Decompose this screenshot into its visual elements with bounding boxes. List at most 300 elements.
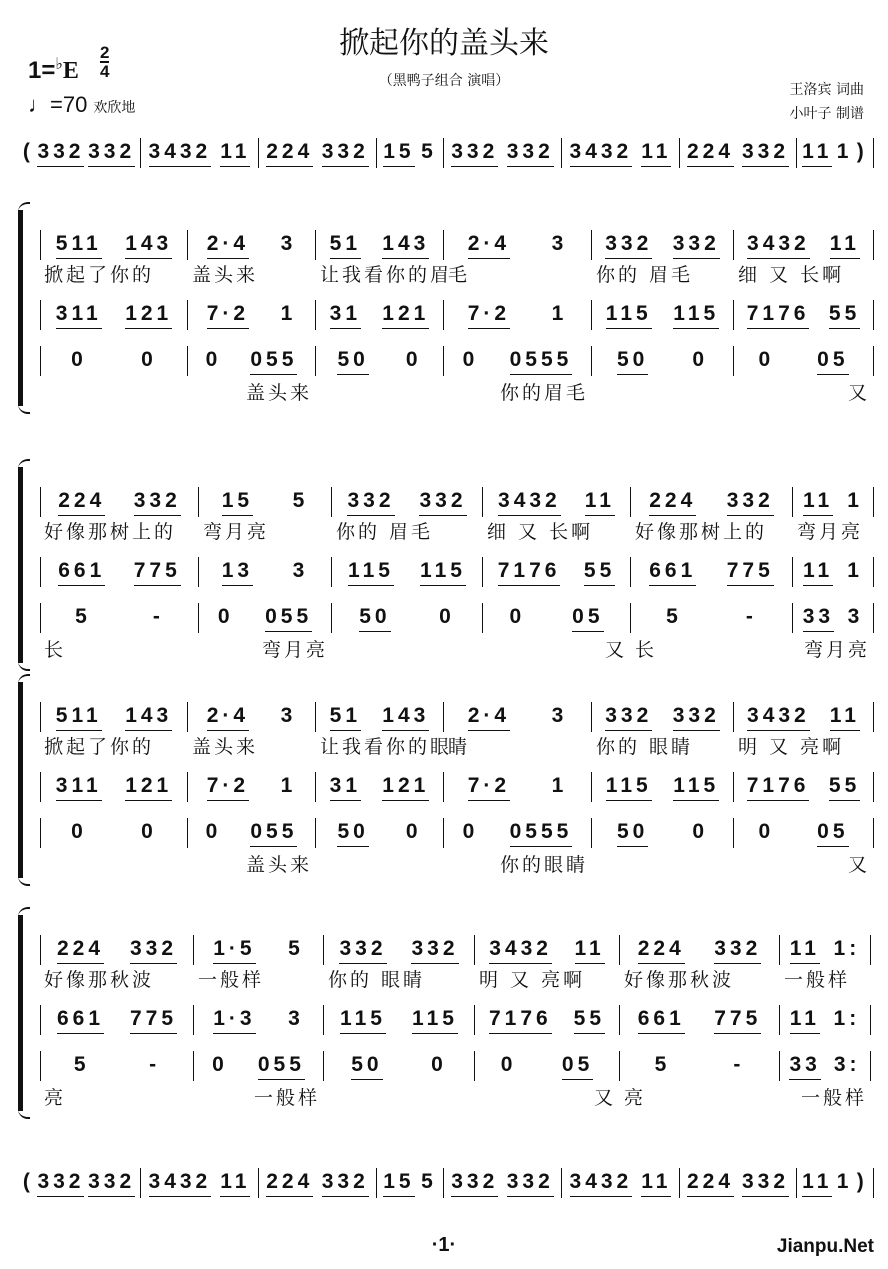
note-group: 224 [638,937,685,964]
time-signature [100,44,109,80]
key-note: E [62,58,79,84]
note-group: 661 [638,1007,685,1034]
tempo-value: =70 [50,92,88,117]
measure [199,487,332,517]
measure [188,702,316,732]
note-group: 115 [412,1007,458,1034]
measure [316,230,444,260]
measure [324,1005,475,1035]
note-group: 11 [803,559,833,586]
note-group: 224 [687,140,734,167]
arranger: 小叶子 制谱 [789,106,864,122]
note-group: 0 [141,348,157,371]
note-group: 332 [322,140,369,167]
measure [592,772,734,802]
note-group: 332 [451,140,498,167]
lyric-segment: 亮 [624,1086,647,1109]
quarter-note-icon: ♩ [28,92,50,117]
note-group: 143 [382,704,429,731]
measure [316,818,444,848]
note-group: 224 [649,489,696,516]
note-group: 7·2 [468,774,510,801]
note-group: - [745,605,757,628]
measure [444,138,562,168]
note-group: 121 [382,774,429,801]
lyric-segment: 一般样 [253,1086,320,1109]
measure [793,603,874,633]
lyric-segment: 毛 [448,263,471,286]
note-group: 11 [220,1170,250,1197]
notes-line [40,300,874,330]
note-group: 115 [420,559,466,586]
system-bracket [18,915,23,1111]
note-group: 332 [37,140,84,167]
note-group: 15 [383,1170,414,1197]
lyric-segment: 又 [604,638,627,661]
lyric-segment: 一般样 [800,1086,867,1109]
note-group: 1·5 [213,937,255,964]
measure [483,487,631,517]
measure [40,818,188,848]
notes-line [40,603,874,633]
note-group: 11 [830,232,860,259]
lyric-segment: 明 又 亮啊 [479,968,586,991]
note-group: 3 [280,704,297,727]
note-group: 1·3 [213,1007,255,1034]
note-group: 0 [217,605,234,628]
note-group: 0 [692,348,708,371]
note-group: 311 [56,302,102,329]
note-group: 332 [673,704,720,731]
note-group: 7·2 [468,302,510,329]
lyric-segment: 盖头来 [245,381,312,404]
lyric-segment [324,1083,475,1109]
note-group: 224 [266,1170,313,1197]
note-group: 11 [802,1170,832,1197]
note-group: 33 [789,1053,820,1080]
note-group: 0 [431,1053,447,1076]
note-group: 5 [75,605,91,628]
lyric-segment: 你的眼睛 [499,853,588,876]
note-group: 5 [73,1053,90,1076]
note-group: 121 [125,774,172,801]
lyric-segment: 好像那秋波 [624,968,735,991]
note-group: 332 [134,489,181,516]
note-group: 0 [462,820,479,843]
key-signature [28,54,79,85]
note-group: 332 [88,1170,135,1197]
measure [734,230,874,260]
measure [377,1168,444,1198]
note-group: 11 [641,140,671,167]
lyric-segment [592,378,734,404]
note-group: 332 [742,140,789,167]
lyric-segment: 你的眉毛 [499,381,588,404]
measure [316,772,444,802]
lyric-segment: 一般样 [198,968,265,991]
note-group: 5 [666,605,682,628]
measure [592,702,734,732]
lyric-segment: 掀起了你的 [44,263,155,286]
measure [199,557,332,587]
lyric-segment: 让我看你的眼 [320,735,453,758]
measure [188,346,316,376]
note-group: 3432 [570,140,633,167]
measure [316,346,444,376]
measure [194,935,324,965]
note-group: 1 [847,559,863,582]
note-group: 115 [606,302,652,329]
measure [620,1051,780,1081]
measure [562,1168,680,1198]
notes-line [40,557,874,587]
lyric-segment [592,850,734,876]
note-group: 3432 [747,232,810,259]
note-group: 5 [654,1053,671,1076]
note-group: 332 [347,489,394,516]
note-group: 31 [330,302,361,329]
note-group: 3 [847,605,864,628]
note-group: 332 [727,489,774,516]
note-group: 50 [617,348,648,375]
lyrics-line [40,635,874,661]
credits [790,78,864,126]
note-group: 11 [830,704,860,731]
measure [18,1168,141,1198]
system-bracket [18,467,23,663]
note-group: 115 [348,559,394,586]
note-group: 0555 [510,820,573,847]
lyrics-line [40,260,874,286]
tempo-marking [28,92,135,118]
measure [40,772,188,802]
notes-line [40,772,874,802]
measure [444,346,592,376]
lyric-segment: 掀起了你的 [44,735,155,758]
note-group: 332 [605,232,652,259]
note-group: 332 [411,937,458,964]
notes-line [40,702,874,732]
measure [631,487,793,517]
note-group: 775 [714,1007,761,1034]
lyric-segment: 弯月亮 [203,520,270,543]
lyric-segment: 你的 眉毛 [336,520,434,543]
lyric-segment: 你的 眼睛 [596,735,694,758]
note-group: 1 [847,489,863,512]
note-group: 2·4 [468,704,510,731]
note-group: 1 [836,140,853,163]
lyric-segment: 又 [593,1086,616,1109]
lyric-segment: 让我看你的眉 [320,263,453,286]
measure [40,557,199,587]
parenthesis: ( [22,1170,34,1193]
note-group: 1 [280,774,297,797]
note-group: 115 [673,302,719,329]
note-group: 0 [500,1053,517,1076]
lyrics-line [40,378,874,404]
measure [141,1168,259,1198]
measure [332,603,483,633]
note-group: 661 [649,559,696,586]
lyric-segment: 又 [847,853,870,876]
measure [324,935,475,965]
note-group: 50 [337,820,368,847]
note-group: 115 [340,1007,386,1034]
note-group: 332 [37,1170,84,1197]
note-group: 5 [421,1170,437,1193]
measure [483,603,631,633]
note-group: 121 [382,302,429,329]
note-group: 7176 [747,302,810,329]
note-group: 055 [258,1053,305,1080]
note-group: 224 [266,140,313,167]
lyric-segment: 弯月亮 [797,520,864,543]
note-group: 0555 [510,348,573,375]
flat-icon: ♭ [55,56,63,73]
note-group: 11 [585,489,615,516]
measure [40,346,188,376]
note-group: 33 [803,605,834,632]
note-group: 055 [250,820,297,847]
notes-line [40,935,871,965]
lyric-segment: 你的 眼睛 [328,968,426,991]
measure [734,702,874,732]
measure [475,935,620,965]
measure [734,818,874,848]
note-group: 115 [673,774,719,801]
note-group: 2·4 [207,232,249,259]
lyrics-line [40,850,874,876]
measure [188,772,316,802]
note-group: 5 [288,937,304,960]
measure [620,935,780,965]
note-group: 0 [205,348,222,371]
measure [734,346,874,376]
measure [332,487,483,517]
measure [475,1051,620,1081]
measure [188,230,316,260]
lyric-segment: 好像那秋波 [44,968,155,991]
measure [680,1168,797,1198]
note-group: 1 [551,774,568,797]
note-group: 11 [641,1170,671,1197]
measure [562,138,680,168]
lyric-segment: 长 [44,638,67,661]
note-group: 5 [421,140,437,163]
notes-line [40,346,874,376]
note-group: 50 [337,348,368,375]
measure [377,138,444,168]
note-group: 224 [58,489,105,516]
note-group: - [152,605,164,628]
note-group: 11 [220,140,250,167]
lyric-segment [40,850,188,876]
note-group: 332 [339,937,386,964]
note-group: 3: [833,1053,861,1076]
lyric-segment: 细 又 长啊 [738,263,845,286]
note-group: 50 [351,1053,382,1080]
note-group: 0 [405,820,422,843]
measure [592,818,734,848]
note-group: 332 [673,232,720,259]
lyric-segment: 好像那树上的 [635,520,768,543]
note-group: 1: [833,1007,861,1030]
note-group: 5 [292,489,309,512]
measure [40,1005,194,1035]
note-group: 332 [322,1170,369,1197]
note-group: - [149,1053,161,1076]
system-bracket [18,210,23,406]
note-group: 0 [212,1053,228,1076]
note-group: 511 [56,232,102,259]
measure [40,487,199,517]
lyricist-composer: 王洛宾 词曲 [789,82,864,98]
lyric-segment: 睛 [448,735,471,758]
note-group: 50 [359,605,390,632]
note-group: 3432 [570,1170,633,1197]
note-group: 55 [829,774,860,801]
system-bracket [18,682,23,878]
measure [734,772,874,802]
note-group: 115 [606,774,652,801]
lyric-segment [332,635,483,661]
measure [141,138,259,168]
lyric-segment [316,378,444,404]
note-group: 3 [288,1007,304,1030]
measure [40,1051,194,1081]
note-group: 0 [692,820,708,843]
note-group: 11 [790,1007,820,1034]
note-group: 50 [617,820,648,847]
note-group: 332 [419,489,466,516]
measure [316,702,444,732]
note-group: 13 [222,559,253,586]
measure [188,300,316,330]
measure [483,557,631,587]
lyrics-line [40,732,874,758]
lyric-segment: 盖头来 [192,263,259,286]
time-top: 2 [100,43,110,62]
note-group: 55 [584,559,615,586]
note-group: 1 [551,302,568,325]
measure [592,346,734,376]
measure [780,935,871,965]
measure [631,557,793,587]
note-group: 05 [817,820,848,847]
watermark: Jianpu.Net [776,1236,874,1257]
note-group: 121 [125,302,172,329]
measure [259,138,377,168]
measure [194,1005,324,1035]
measure [40,230,188,260]
parenthesis: ( [22,140,34,163]
note-group: 3 [551,704,568,727]
measure [793,557,874,587]
note-group: 51 [330,232,361,259]
note-group: 775 [727,559,774,586]
measure [188,818,316,848]
measure [680,138,797,168]
note-group: 3432 [489,937,552,964]
note-group: 7·2 [207,774,249,801]
measure [444,1168,562,1198]
note-group: 2·4 [468,232,510,259]
measure [40,603,199,633]
measure [40,300,188,330]
note-group: 05 [817,348,848,375]
notes-line [40,230,874,260]
measure [332,557,483,587]
measure [444,772,592,802]
lyric-segment: 又 [847,381,870,404]
note-group: 661 [57,1007,104,1034]
lyric-segment: 明 又 亮啊 [738,735,845,758]
note-group: 3 [551,232,568,255]
note-group: 224 [57,937,104,964]
note-group: 51 [330,704,361,731]
lyric-segment: 好像那树上的 [44,520,177,543]
note-group: 3 [292,559,309,582]
lyric-segment: 亮 [44,1086,67,1109]
note-group: 775 [134,559,181,586]
note-group: 332 [605,704,652,731]
measure [592,300,734,330]
note-group: 1 [280,302,297,325]
note-group: 0 [758,820,775,843]
note-group: 143 [382,232,429,259]
parenthesis: ) [856,140,868,163]
note-group: 055 [250,348,297,375]
lyrics-line [40,965,871,991]
measure [592,230,734,260]
lyric-segment: 细 又 长啊 [487,520,594,543]
measure [793,487,874,517]
measure [444,702,592,732]
measure [797,1168,874,1198]
lyric-segment: 弯月亮 [803,638,870,661]
measure [199,603,332,633]
measure [631,603,793,633]
note-group: 05 [562,1053,593,1080]
measure [40,935,194,965]
notes-line [18,1168,874,1198]
measure [18,138,141,168]
note-group: 7176 [498,559,561,586]
note-group: 31 [330,774,361,801]
measure [324,1051,475,1081]
measure [780,1005,871,1035]
note-group: 7176 [489,1007,552,1034]
measure [259,1168,377,1198]
note-group: 332 [130,937,177,964]
lyrics-line [40,517,874,543]
key-label: 1= [28,57,56,84]
lyric-segment [40,378,188,404]
note-group: 11 [575,937,605,964]
note-group: 0 [141,820,157,843]
parenthesis: ) [856,1170,868,1193]
note-group: 332 [507,1170,554,1197]
measure [316,300,444,330]
note-group: 332 [714,937,761,964]
notes-line [18,138,874,168]
note-group: 332 [451,1170,498,1197]
note-group: 05 [572,605,603,632]
note-group: 0 [405,348,422,371]
note-group: 661 [58,559,105,586]
lyric-segment [316,850,444,876]
note-group: 224 [687,1170,734,1197]
